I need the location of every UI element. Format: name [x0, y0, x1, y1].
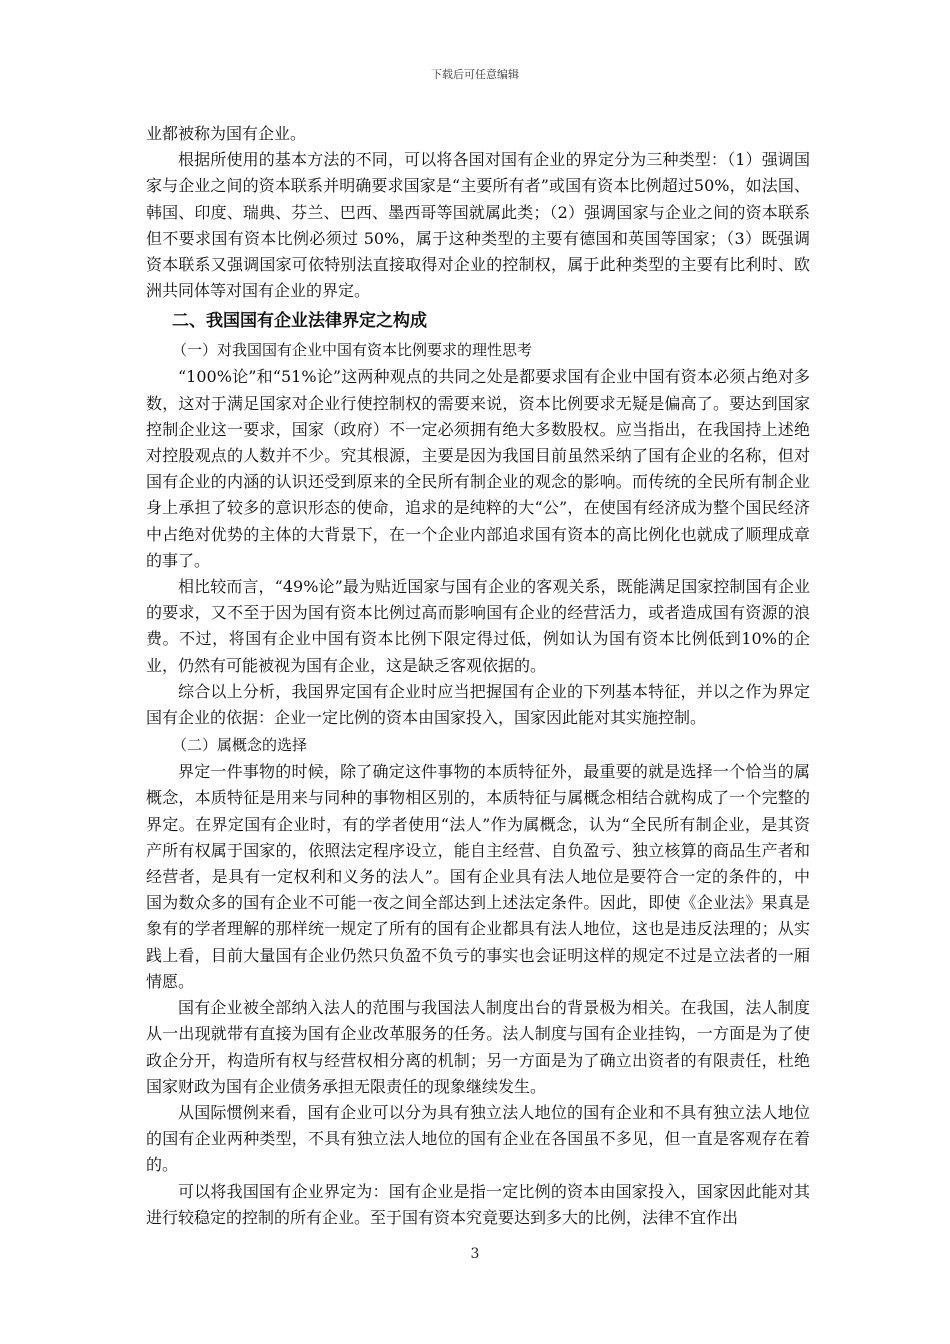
- paragraph-summary: 综合以上分析，我国界定国有企业时应当把握国有企业的下列基本特征，并以之作为界定国有企业的依据：企业一定比例的资本由国家投入，国家因此能对其实施控制。: [146, 681, 810, 728]
- paragraph-100-51-theory: “100%论”和“51%论”这两种观点的共同之处是都要求国有企业中国有资本必须占绝对多数，这对于满足国家对企业行使控制权的需要来说，资本比例要求无疑是偏高了。要达到国家控制企业这一要求，国家（政府）不一定必须拥有绝大多数股权。应当指出，在我国持上述绝对控股观点的人数并不少。究其根源，主要是因为我国目前虽然采纳了国有企业的名称，但对国有企业的内涵的认识还受到原来的全民所有制企业的观念的影响。而传统的全民所有制企业身上承担了较多的意识形态的使命，追求的是纯粹的大“公”，在使国有经济成为整个国民经济中占绝对优势的主体的大背景下，在一个企业内部追求国有资本的高比例化也就成了顺理成章的事了。: [146, 367, 810, 570]
- page-number: 3: [470, 1246, 480, 1262]
- subsection-heading-1: （一）对我国国有企业中国有资本比例要求的理性思考: [172, 341, 533, 360]
- paragraph-continuation: 业都被称为国有企业。: [146, 124, 307, 143]
- document-body: [146, 121, 810, 1231]
- section-heading: 二、我国国有企业法律界定之构成: [172, 311, 427, 332]
- paragraph-49-theory: 相比较而言，“49%论”最为贴近国家与国有企业的客观关系，既能满足国家控制国有企业的要求，又不至于因为国有资本比例过高而影响国有企业的经营活力，或者造成国有资源的浪费。不过，将国有企业中国有资本比例下限定得过低，例如认为国有资本比例低到10%的企业，仍然有可能被视为国有企业，这是缺乏客观依据的。: [146, 577, 810, 675]
- paragraph-genus-concept: 界定一件事物的时候，除了确定这件事物的本质特征外，最重要的就是选择一个恰当的属概念，本质特征是用来与同种的事物相区别的，本质特征与属概念相结合就构成了一个完整的界定。在界定国有企业时，有的学者使用“法人”作为属概念，认为“全民所有制企业，是其资产所有权属于国家的，依照法定程序设立，能自主经营、自负盈亏、独立核算的商品生产者和经营者，是具有一定权利和义务的法人”。国有企业具有法人地位是要符合一定的条件的，中国为数众多的国有企业不可能一夜之间全部达到上述法定条件。因此，即使《企业法》果真是象有的学者理解的那样统一规定了所有的国有企业都具有法人地位，这也是违反法理的；从实践上看，目前大量国有企业仍然只负盈不负亏的事实也会证明这样的规定不过是立法者的一厢情愿。: [146, 762, 810, 991]
- paragraph-international-practice: 从国际惯例来看，国有企业可以分为具有独立法人地位的国有企业和不具有独立法人地位的国有企业两种类型，不具有独立法人地位的国有企业在各国虽不多见，但一直是客观存在着的。: [146, 1102, 810, 1175]
- paragraph-definition: 可以将我国国有企业界定为：国有企业是指一定比例的资本由国家投入，国家因此能对其进行较稳定的控制的所有企业。至于国有资本究竟要达到多大的比例，法律不宜作出: [146, 1181, 810, 1227]
- paragraph-legal-person-system: 国有企业被全部纳入法人的范围与我国法人制度出台的背景极为相关。在我国，法人制度从一出现就带有直接为国有企业改革服务的任务。法人制度与国有企业挂钩，一方面是为了使政企分开，构造所有权与经营权相分离的机制；另一方面是为了确立出资者的有限责任，杜绝国家财政为国有企业债务承担无限责任的现象继续发生。: [146, 998, 810, 1096]
- page-header: 下载后可任意编辑: [431, 68, 519, 81]
- subsection-heading-2: （二）属概念的选择: [172, 736, 308, 755]
- paragraph-classification-types: 根据所使用的基本方法的不同，可以将各国对国有企业的界定分为三种类型：（1）强调国家与企业之间的资本联系并明确要求国家是“主要所有者”或国有资本比例超过50%，如法国、韩国、印度、瑞典、芬兰、巴西、墨西哥等国就属此类；（2）强调国家与企业之间的资本联系但不要求国有资本比例必须过 50%，属于这种类型的主要有德国和英国等国家；（3）既强调资本联系又强调国家可依特别法直接取得对企业的控制权，属于此种类型的主要有比利时、欧洲共同体等对国有企业的界定。: [146, 150, 810, 301]
